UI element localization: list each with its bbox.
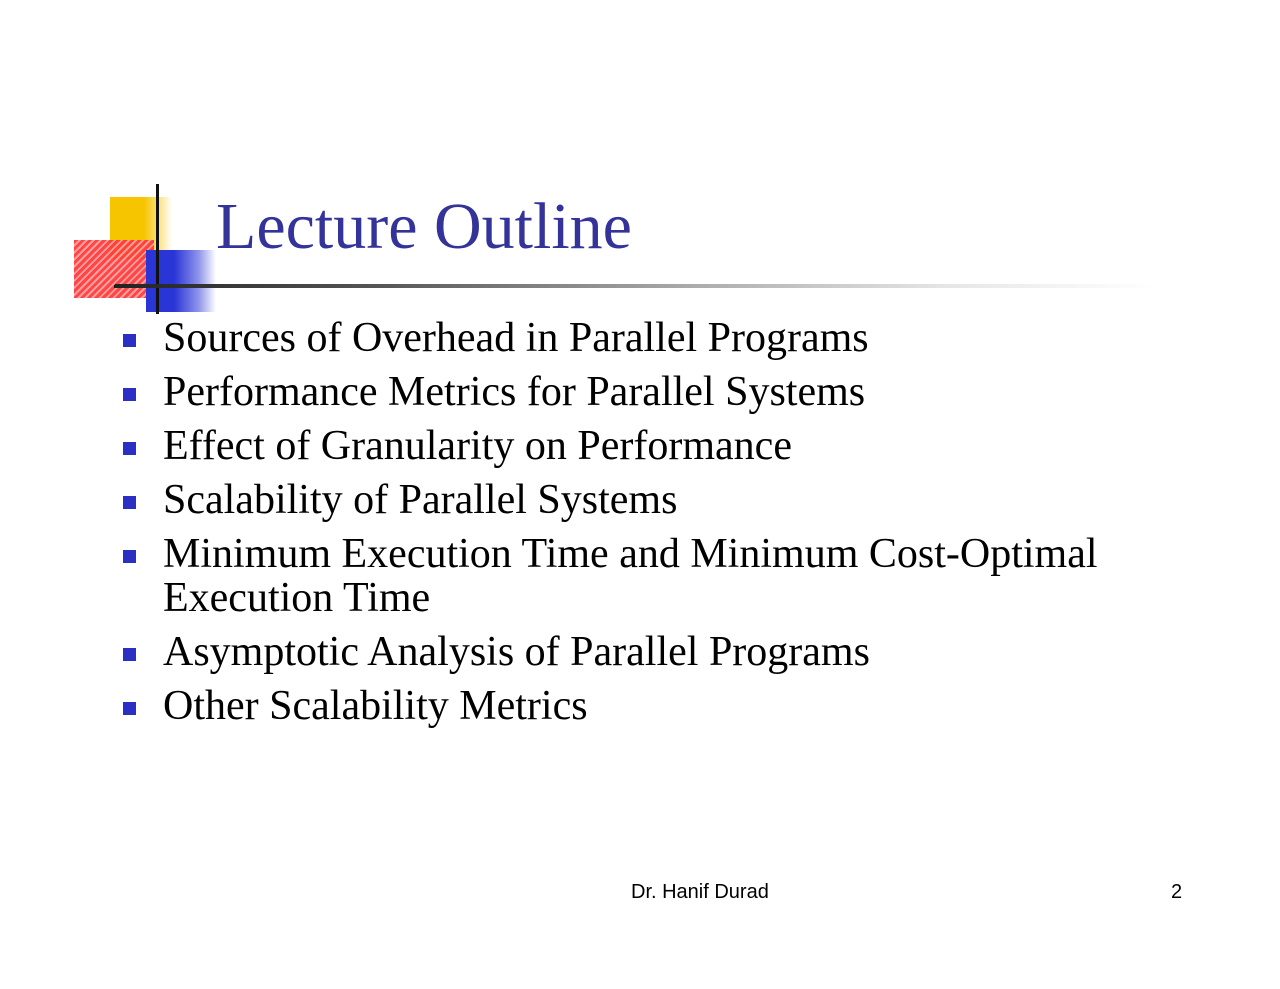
decorative-logo — [70, 180, 220, 320]
bullet-text: Other Scalability Metrics — [163, 683, 588, 729]
bullet-item — [118, 424, 1238, 468]
bullet-text: Performance Metrics for Parallel Systems — [163, 369, 866, 415]
page-number: 2 — [1171, 881, 1183, 903]
bullet-text: Scalability of Parallel Systems — [163, 477, 678, 523]
slide-title: Lecture Outline — [216, 190, 632, 263]
bullet-item — [118, 370, 1238, 414]
square-bullet-icon — [123, 702, 136, 715]
bullet-text: Sources of Overhead in Parallel Programs — [163, 315, 869, 361]
footer-author: Dr. Hanif Durad — [631, 881, 769, 903]
bullet-item — [118, 478, 1238, 522]
square-bullet-icon — [123, 334, 136, 347]
title-underline — [115, 284, 1155, 288]
square-bullet-icon — [123, 496, 136, 509]
square-bullet-icon — [123, 648, 136, 661]
bullet-text: Asymptotic Analysis of Parallel Programs — [163, 629, 870, 675]
bullet-text: Minimum Execution Time and Minimum Cost-Optimal Execution Time — [163, 531, 1098, 621]
bullet-item — [118, 316, 1238, 360]
bullet-list — [118, 316, 1238, 738]
bullet-text: Effect of Granularity on Performance — [163, 423, 792, 469]
square-bullet-icon — [123, 388, 136, 401]
bullet-item — [118, 630, 1238, 674]
square-bullet-icon — [123, 442, 136, 455]
square-bullet-icon — [123, 550, 136, 563]
bullet-item — [118, 684, 1238, 728]
bullet-item — [118, 532, 1238, 620]
logo-vertical-line — [156, 184, 159, 314]
logo-red-square — [74, 240, 154, 298]
